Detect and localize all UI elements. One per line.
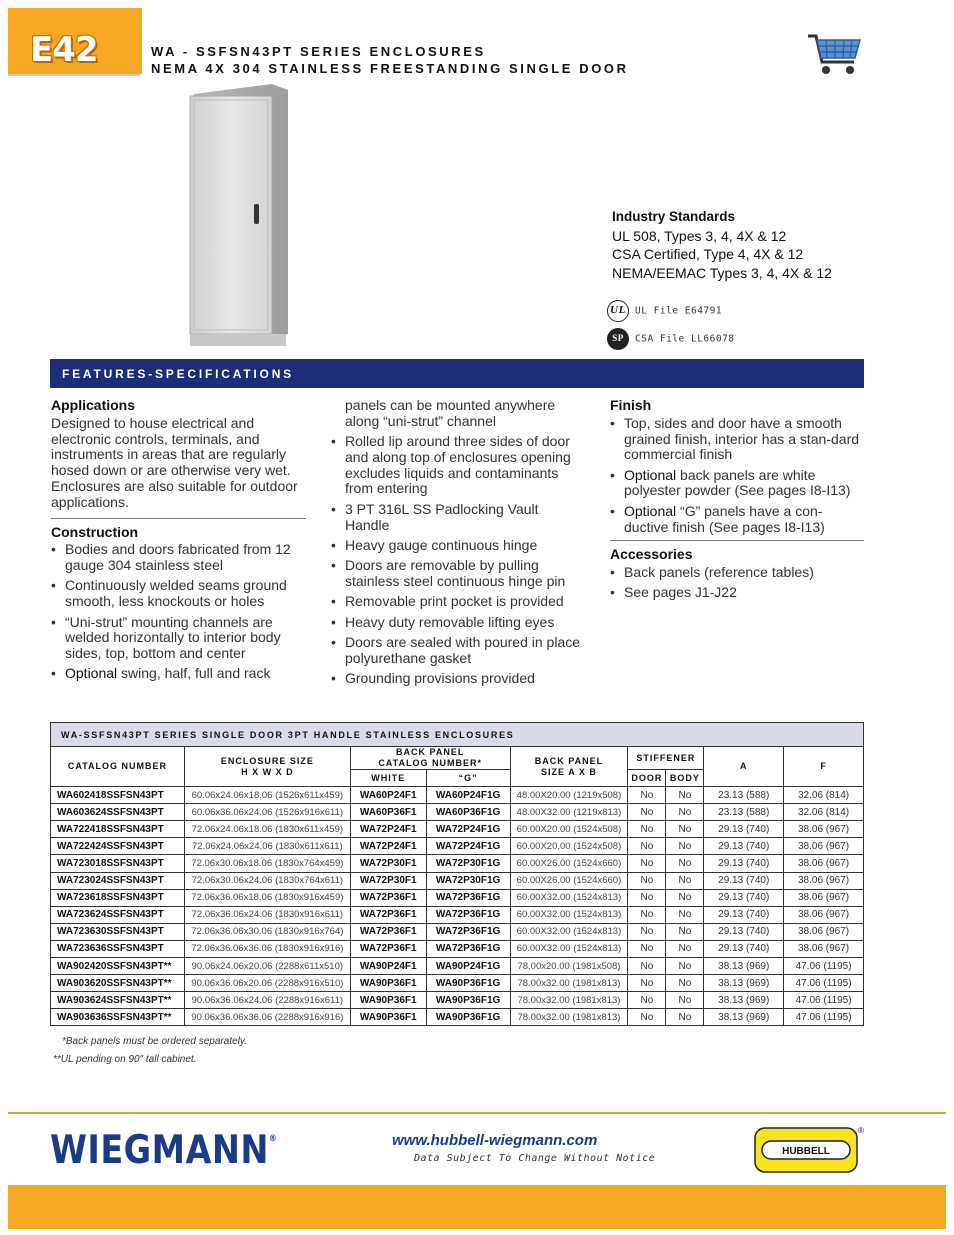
col-f: F	[784, 747, 864, 787]
catalog-number: WA723636SSFSN43PT	[51, 940, 185, 957]
g-panel: WA72P24F1G	[426, 838, 510, 855]
enclosures-table	[50, 722, 864, 1026]
body-stiffener: No	[666, 906, 704, 923]
hubbell-text: HUBBELL	[782, 1146, 830, 1157]
panel-size: 78.00x32.00 (1981x813)	[510, 1009, 628, 1026]
white-panel: WA90P36F1	[350, 975, 426, 992]
white-panel: WA72P24F1	[350, 821, 426, 838]
g-panel: WA60P36F1G	[426, 804, 510, 821]
optional-text: swing, half, full and rack	[117, 665, 271, 682]
g-panel: WA90P36F1G	[426, 975, 510, 992]
body-stiffener: No	[666, 992, 704, 1009]
panel-size: 60.00X32.00 (1524x813)	[510, 940, 628, 957]
list-item	[610, 504, 864, 536]
dim-a: 29.13 (740)	[704, 838, 784, 855]
brand-name: WIEGMANN	[50, 1128, 269, 1173]
body-stiffener: No	[666, 1009, 704, 1026]
optional-text: “G” panels have a con-ductive finish (See pages I8-I13)	[624, 502, 825, 535]
table-row	[51, 1009, 864, 1026]
dim-a: 38.13 (969)	[704, 1009, 784, 1026]
list-item: • Rolled lip around three sides of door and along top of enclosures opening excludes liquids and contaminants from entering	[331, 434, 586, 497]
list-item	[610, 468, 864, 500]
g-panel: WA90P36F1G	[426, 992, 510, 1009]
list-item: • Back panels (reference tables)	[610, 565, 864, 581]
col-a: A	[704, 747, 784, 787]
standard-line: UL 508, Types 3, 4, 4X & 12	[612, 227, 787, 244]
features-bar	[50, 359, 864, 388]
table-title: WA-SSFSN43PT SERIES SINGLE DOOR 3PT HANDLE STAINLESS ENCLOSURES	[51, 723, 864, 747]
body-stiffener: No	[666, 889, 704, 906]
panel-size: 48.00X32.00 (1219x813)	[510, 804, 628, 821]
catalog-number: WA602418SSFSN43PT	[51, 787, 185, 804]
footer-divider	[8, 1112, 946, 1114]
list-item: • See pages J1-J22	[610, 585, 864, 601]
enclosure-size: 72.06x36.06x30.06 (1830x916x764)	[184, 923, 350, 940]
panel-size: 60.00X20.00 (1524x508)	[510, 838, 628, 855]
dim-a: 29.13 (740)	[704, 872, 784, 889]
list-item: • Grounding provisions provided	[331, 671, 586, 687]
catalog-number: WA722418SSFSN43PT	[51, 821, 185, 838]
body-stiffener: No	[666, 821, 704, 838]
catalog-number: WA723618SSFSN43PT	[51, 889, 185, 906]
g-panel: WA72P36F1G	[426, 889, 510, 906]
section-divider	[610, 540, 864, 541]
body-stiffener: No	[666, 855, 704, 872]
header-line: SIZE A X B	[541, 766, 597, 777]
panel-size: 60.00X32.00 (1524x813)	[510, 906, 628, 923]
shopping-cart-icon[interactable]	[806, 30, 862, 78]
enclosure-size: 72.06x30.06x18.06 (1830x764x459)	[184, 855, 350, 872]
accessories-heading: Accessories	[610, 545, 693, 562]
header-line: ENCLOSURE SIZE	[220, 755, 314, 766]
website-link[interactable]: www.hubbell-wiegmann.com	[392, 1132, 598, 1149]
enclosure-size: 72.06x24.06x24.06 (1830x611x611)	[184, 838, 350, 855]
dim-a: 38.13 (969)	[704, 992, 784, 1009]
optional-text: back panels are white polyester powder (See pages I8-I13)	[624, 466, 851, 499]
g-panel: WA72P30F1G	[426, 855, 510, 872]
list-item: • Top, sides and door have a smooth grained finish, interior has a stan-dard commercial finish	[610, 416, 864, 463]
optional-label: Optional	[65, 665, 118, 682]
col-white: WHITE	[350, 770, 426, 787]
dim-f: 32.06 (814)	[784, 787, 864, 804]
standard-line: CSA Certified, Type 4, 4X & 12	[612, 246, 804, 262]
list-item: • Heavy gauge continuous hinge	[331, 538, 586, 554]
catalog-number: WA723018SSFSN43PT	[51, 855, 185, 872]
body-stiffener: No	[666, 923, 704, 940]
csa-file: CSA File LL66078	[635, 333, 735, 345]
enclosure-size: 60.06x36.06x24.06 (1526x916x611)	[184, 804, 350, 821]
table-row	[51, 958, 864, 975]
dim-f: 38.06 (967)	[784, 872, 864, 889]
door-stiffener: No	[628, 958, 666, 975]
catalog-number: WA723630SSFSN43PT	[51, 923, 185, 940]
features-column-2	[331, 398, 586, 691]
body-stiffener: No	[666, 940, 704, 957]
col-catalog: CATALOG NUMBER	[51, 747, 185, 787]
dim-a: 29.13 (740)	[704, 889, 784, 906]
table-row	[51, 906, 864, 923]
body-stiffener: No	[666, 958, 704, 975]
white-panel: WA90P24F1	[350, 958, 426, 975]
body-stiffener: No	[666, 838, 704, 855]
white-panel: WA72P36F1	[350, 923, 426, 940]
body-stiffener: No	[666, 872, 704, 889]
list-item: • Bodies and doors fabricated from 12 gauge 304 stainless steel	[51, 542, 306, 574]
g-panel: WA72P30F1G	[426, 872, 510, 889]
panel-size: 78.00x32.00 (1981x813)	[510, 975, 628, 992]
dim-f: 38.06 (967)	[784, 855, 864, 872]
section-divider	[51, 518, 306, 519]
table-row	[51, 787, 864, 804]
header-line: BACK PANEL	[395, 747, 465, 757]
door-stiffener: No	[628, 804, 666, 821]
dim-f: 38.06 (967)	[784, 889, 864, 906]
catalog-number: WA603624SSFSN43PT	[51, 804, 185, 821]
g-panel: WA60P24F1G	[426, 787, 510, 804]
finish-list	[610, 416, 864, 536]
list-item	[51, 666, 306, 682]
g-panel: WA72P24F1G	[426, 821, 510, 838]
door-stiffener: No	[628, 923, 666, 940]
panel-size: 78.00x20.00 (1981x508)	[510, 958, 628, 975]
hubbell-registered-mark: ®	[858, 1126, 864, 1135]
enclosure-size: 72.06x24.06x18.06 (1830x611x459)	[184, 821, 350, 838]
door-stiffener: No	[628, 889, 666, 906]
header-line: BACK PANEL	[534, 755, 604, 766]
g-panel: WA90P24F1G	[426, 958, 510, 975]
ul-logo-icon: UL	[607, 300, 629, 322]
body-stiffener: No	[666, 975, 704, 992]
features-column-1	[51, 398, 306, 687]
ul-file: UL File E64791	[635, 305, 723, 317]
features-heading: FEATURES-SPECIFICATIONS	[62, 367, 294, 381]
wiegmann-logo	[50, 1128, 277, 1173]
list-item: • Doors are sealed with poured in place polyurethane gasket	[331, 635, 586, 667]
csa-certification	[607, 328, 735, 350]
white-panel: WA72P36F1	[350, 889, 426, 906]
title-line-2: NEMA 4X 304 STAINLESS FREESTANDING SINGLE DOOR	[151, 61, 629, 76]
dim-f: 47.06 (1195)	[784, 958, 864, 975]
continued-text: panels can be mounted anywhere along “uni-strut” channel	[345, 397, 556, 429]
title-line-1: WA - SSFSN43PT SERIES ENCLOSURES	[151, 44, 486, 59]
header-line: H X W X D	[241, 766, 294, 777]
dim-f: 38.06 (967)	[784, 821, 864, 838]
dim-a: 29.13 (740)	[704, 906, 784, 923]
white-panel: WA72P36F1	[350, 906, 426, 923]
dim-a: 38.13 (969)	[704, 958, 784, 975]
panel-size: 60.00X26.00 (1524x660)	[510, 855, 628, 872]
white-panel: WA72P36F1	[350, 940, 426, 957]
catalog-number: WA903624SSFSN43PT**	[51, 992, 185, 1009]
dim-f: 38.06 (967)	[784, 838, 864, 855]
dim-a: 29.13 (740)	[704, 855, 784, 872]
table-row	[51, 975, 864, 992]
door-stiffener: No	[628, 838, 666, 855]
door-stiffener: No	[628, 940, 666, 957]
table-row	[51, 889, 864, 906]
body-stiffener: No	[666, 787, 704, 804]
g-panel: WA72P36F1G	[426, 906, 510, 923]
catalog-number: WA903620SSFSN43PT**	[51, 975, 185, 992]
dim-a: 29.13 (740)	[704, 923, 784, 940]
panel-size: 48.00X20.00 (1219x508)	[510, 787, 628, 804]
disclaimer: Data Subject To Change Without Notice	[414, 1153, 656, 1164]
body-stiffener: No	[666, 804, 704, 821]
panel-size: 78.00x32.00 (1981x813)	[510, 992, 628, 1009]
panel-size: 60.00X20.00 (1524x508)	[510, 821, 628, 838]
optional-label: Optional	[624, 466, 677, 483]
dim-f: 38.06 (967)	[784, 906, 864, 923]
dim-a: 23.13 (588)	[704, 804, 784, 821]
optional-label: Optional	[624, 502, 677, 519]
dim-f: 38.06 (967)	[784, 923, 864, 940]
enclosure-size: 72.06x36.06x18.06 (1830x916x459)	[184, 889, 350, 906]
table-row	[51, 992, 864, 1009]
list-item: • Doors are removable by pulling stainless steel continuous hinge pin	[331, 558, 586, 590]
catalog-number: WA722424SSFSN43PT	[51, 838, 185, 855]
applications-text: Designed to house electrical and electronic controls, terminals, and instruments in areas that are regularly hosed down or are otherwise very wet. Enclosures are also suitable for outdoor applications.	[51, 414, 298, 510]
white-panel: WA90P36F1	[350, 1009, 426, 1026]
col-stiffener: STIFFENER	[628, 747, 704, 770]
door-stiffener: No	[628, 872, 666, 889]
dim-a: 29.13 (740)	[704, 940, 784, 957]
list-item: • “Uni-strut” mounting channels are welded horizontally to interior body sides, top, bottom and center	[51, 615, 306, 662]
csa-logo-icon: SP	[607, 328, 629, 350]
industry-standards	[612, 208, 832, 282]
white-panel: WA60P24F1	[350, 787, 426, 804]
dim-f: 47.06 (1195)	[784, 992, 864, 1009]
enclosure-size: 72.06x36.06x24.06 (1830x916x611)	[184, 906, 350, 923]
panel-size: 60.00X32.00 (1524x813)	[510, 889, 628, 906]
standard-line: NEMA/EEMAC Types 3, 4, 4X & 12	[612, 264, 832, 281]
table-row	[51, 838, 864, 855]
dim-f: 32.06 (814)	[784, 804, 864, 821]
hubbell-logo	[754, 1127, 858, 1173]
col-g: “G”	[426, 770, 510, 787]
tab-divider	[8, 74, 140, 76]
panel-size: 60.00X26.00 (1524x660)	[510, 872, 628, 889]
g-panel: WA90P36F1G	[426, 1009, 510, 1026]
door-stiffener: No	[628, 787, 666, 804]
g-panel: WA72P36F1G	[426, 923, 510, 940]
dim-f: 38.06 (967)	[784, 940, 864, 957]
table-row	[51, 821, 864, 838]
enclosure-size: 90.06x36.06x20.06 (2288x916x510)	[184, 975, 350, 992]
page-tab	[8, 8, 142, 74]
footnote-ul-pending: **UL pending on 90" tall cabinet.	[53, 1054, 197, 1065]
header-line: CATALOG NUMBER*	[378, 758, 482, 768]
table-row	[51, 872, 864, 889]
table-row	[51, 855, 864, 872]
table-row	[51, 940, 864, 957]
white-panel: WA72P30F1	[350, 872, 426, 889]
footer-bar	[8, 1185, 946, 1229]
panel-size: 60.00X32.00 (1524x813)	[510, 923, 628, 940]
table-body	[51, 787, 864, 1026]
door-stiffener: No	[628, 855, 666, 872]
finish-heading: Finish	[610, 397, 652, 413]
catalog-number: WA903636SSFSN43PT**	[51, 1009, 185, 1026]
page-title	[151, 43, 629, 77]
enclosure-size: 60.06x24.06x18.06 (1526x611x459)	[184, 787, 350, 804]
table-row	[51, 923, 864, 940]
accessories-list	[610, 565, 864, 601]
col-door: DOOR	[628, 770, 666, 787]
list-item: • 3 PT 316L SS Padlocking Vault Handle	[331, 502, 586, 534]
list-item: • Continuously welded seams ground smooth, less knockouts or holes	[51, 578, 306, 610]
white-panel: WA90P36F1	[350, 992, 426, 1009]
enclosure-size: 90.06x36.06x36.06 (2288x916x916)	[184, 1009, 350, 1026]
dim-f: 47.06 (1195)	[784, 1009, 864, 1026]
standards-heading: Industry Standards	[612, 209, 736, 224]
list-item: • Heavy duty removable lifting eyes	[331, 615, 586, 631]
features-column-3	[610, 398, 864, 605]
applications-heading: Applications	[51, 397, 136, 413]
col-body: BODY	[666, 770, 704, 787]
enclosure-size: 72.06x30.06x24.06 (1830x764x611)	[184, 872, 350, 889]
white-panel: WA72P30F1	[350, 855, 426, 872]
catalog-number: WA723624SSFSN43PT	[51, 906, 185, 923]
dim-a: 38.13 (969)	[704, 975, 784, 992]
dim-a: 29.13 (740)	[704, 821, 784, 838]
features-list	[331, 434, 586, 687]
white-panel: WA72P24F1	[350, 838, 426, 855]
door-stiffener: No	[628, 821, 666, 838]
door-stiffener: No	[628, 992, 666, 1009]
construction-heading: Construction	[51, 523, 139, 540]
registered-mark: ®	[268, 1134, 277, 1144]
catalog-number: WA723024SSFSN43PT	[51, 872, 185, 889]
construction-list	[51, 542, 306, 682]
white-panel: WA60P36F1	[350, 804, 426, 821]
ul-certification	[607, 300, 722, 322]
dim-f: 47.06 (1195)	[784, 975, 864, 992]
door-stiffener: No	[628, 1009, 666, 1026]
list-item: • Removable print pocket is provided	[331, 594, 586, 610]
col-back-panel-catalog	[350, 747, 510, 770]
door-stiffener: No	[628, 975, 666, 992]
table-row	[51, 804, 864, 821]
footnote-back-panels: *Back panels must be ordered separately.	[62, 1036, 247, 1047]
catalog-number: WA902420SSFSN43PT**	[51, 958, 185, 975]
enclosure-size: 90.06x24.06x20.06 (2288x611x510)	[184, 958, 350, 975]
enclosure-size: 90.06x36.06x24.06 (2288x916x611)	[184, 992, 350, 1009]
page-number: E42	[30, 30, 98, 70]
col-back-panel-size	[510, 747, 628, 787]
g-panel: WA72P36F1G	[426, 940, 510, 957]
enclosure-photo	[184, 82, 294, 350]
enclosure-size: 72.06x36.06x36.06 (1830x916x916)	[184, 940, 350, 957]
dim-a: 23.13 (588)	[704, 787, 784, 804]
door-stiffener: No	[628, 906, 666, 923]
col-enclosure-size	[184, 747, 350, 787]
